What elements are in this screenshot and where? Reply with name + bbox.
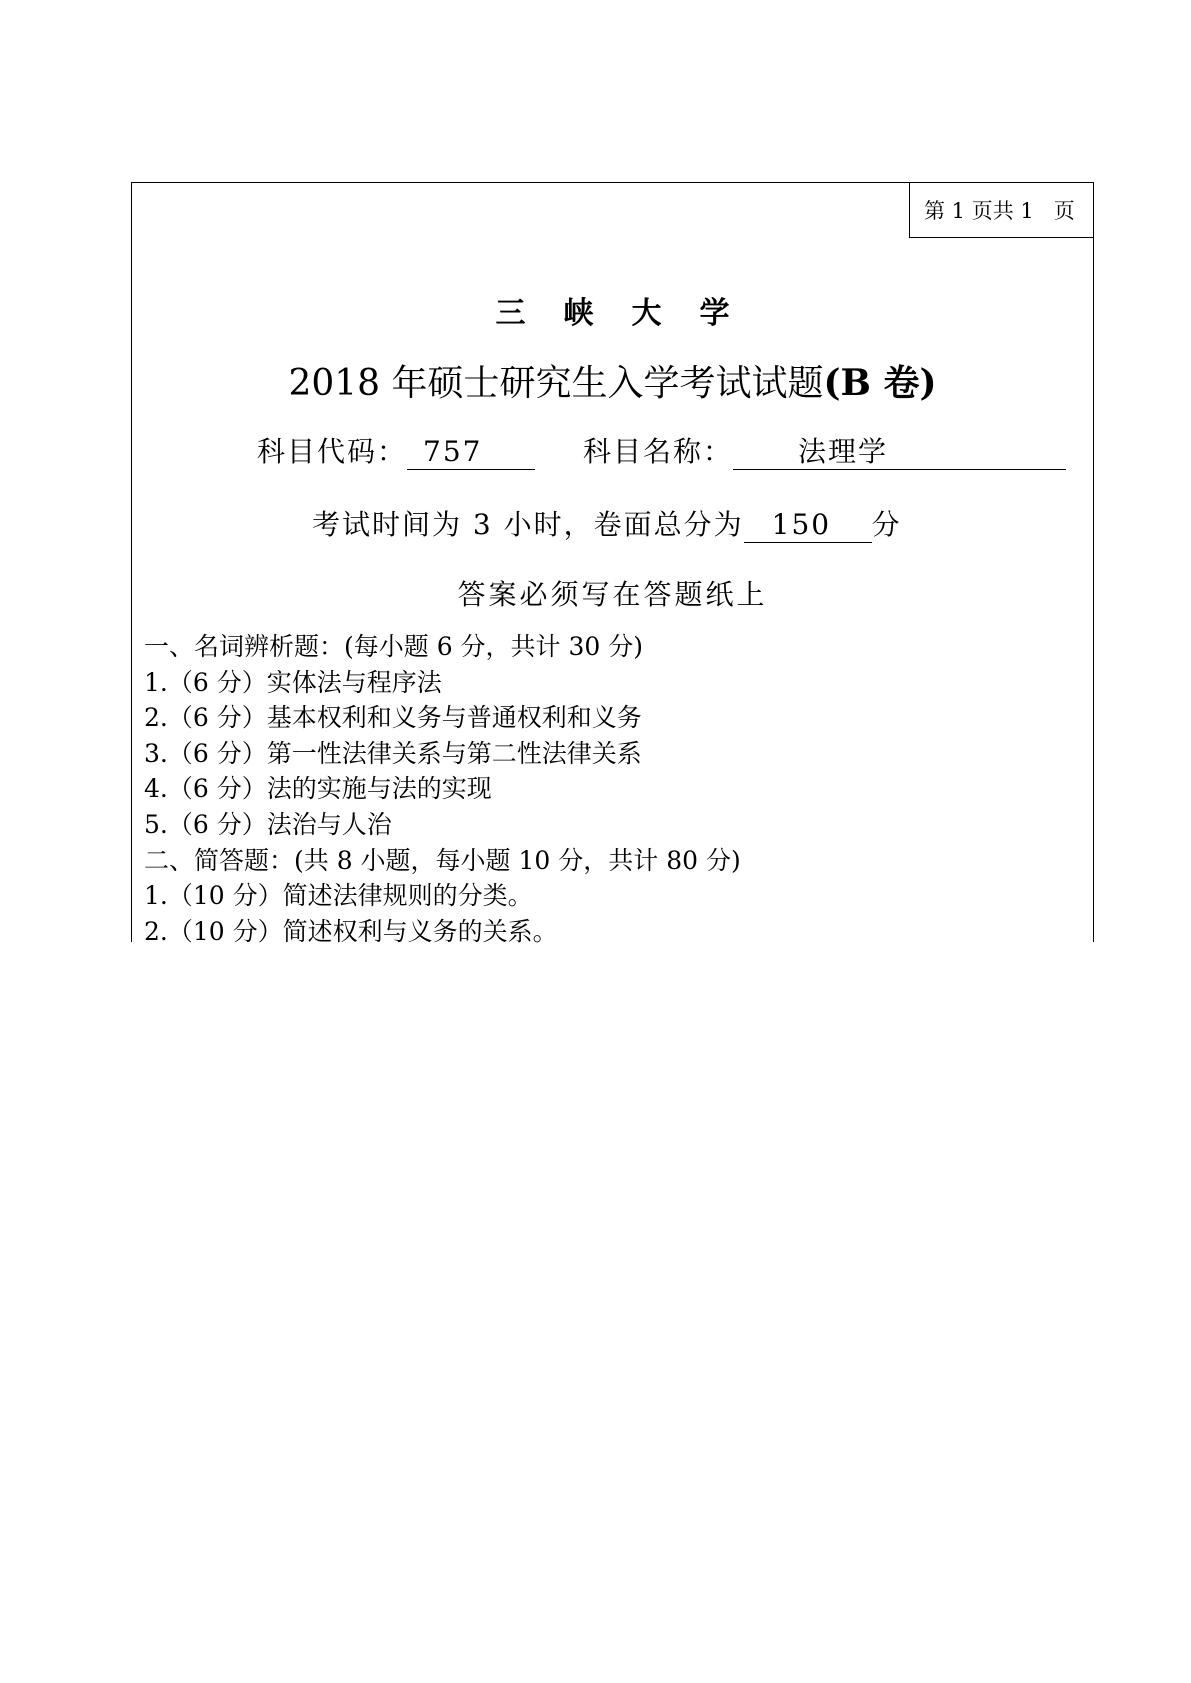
question-item: 1.（6 分）实体法与程序法 [144,667,442,697]
question-item: 2.（6 分）基本权利和义务与普通权利和义务 [144,703,642,733]
score-unit: 分 [871,508,902,541]
exam-time-line [312,503,902,543]
paper-version: (B 卷) [823,362,937,404]
question-list [144,629,1074,949]
section-heading: 一、名词辨析题：(每小题 6 分，共计 30 分) [144,632,644,661]
answer-note: 答案必须写在答题纸上 [457,578,768,611]
subject-name-value: 法理学 [733,435,1066,470]
page-number-box [909,182,1094,238]
exam-time-text: 考试时间为 3 小时，卷面总分为 [312,508,744,541]
question-item: 2.（10 分）简述权利与义务的关系。 [144,916,558,946]
question-item: 5.（6 分）法治与人治 [144,809,392,839]
page-number-suffix: 页 [1053,198,1075,223]
exam-title-text: 2018 年硕士研究生入学考试试题 [288,363,824,404]
page-number-label: 第 1 页共 1 [924,198,1034,223]
subject-name-label: 科目名称： [583,435,734,468]
section-heading: 二、简答题：(共 8 小题，每小题 10 分，共计 80 分) [144,845,741,875]
subject-code-value: 757 [407,435,535,470]
total-score-value: 150 [744,508,872,543]
question-item: 4.（6 分）法的实施与法的实现 [144,774,492,804]
exam-title [131,355,1094,406]
question-item: 3.（6 分）第一性法律关系与第二性法律关系 [144,738,642,768]
subject-code-label: 科目代码： [257,435,408,468]
subject-line [257,430,1066,470]
question-item: 1.（10 分）简述法律规则的分类。 [144,881,533,911]
university-name: 三峡大学 [495,296,768,331]
